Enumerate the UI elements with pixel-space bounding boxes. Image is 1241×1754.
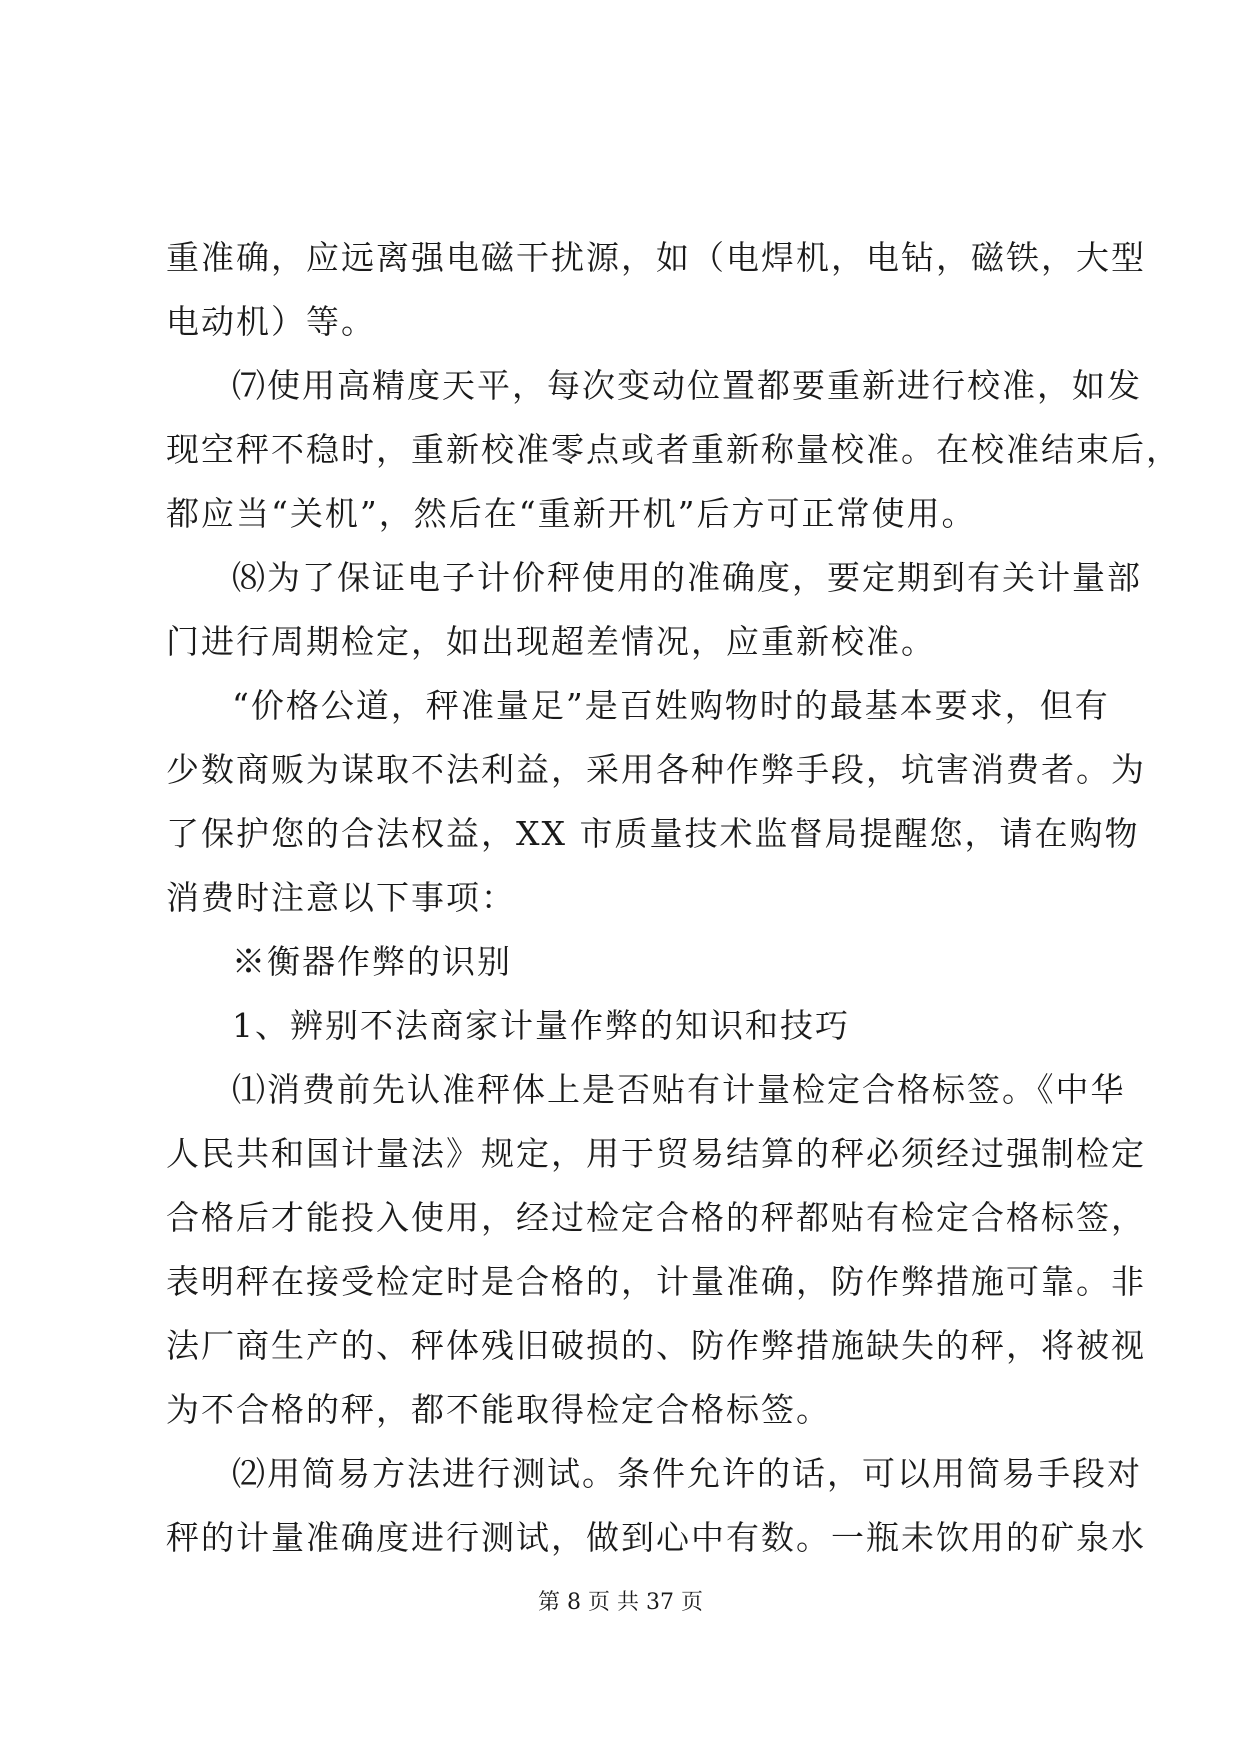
- text-line: 法厂商生产的、秤体残旧破损的、防作弊措施缺失的秤，将被视: [166, 1326, 1146, 1365]
- text-line: ※衡器作弊的识别: [232, 942, 512, 981]
- text-line: ⑴消费前先认准秤体上是否贴有计量检定合格标签。《中华: [232, 1070, 1126, 1109]
- text-line: 现空秤不稳时，重新校准零点或者重新称量校准。在校准结束后，: [166, 430, 1181, 469]
- text-line: ⑵用简易方法进行测试。条件允许的话，可以用简易手段对: [232, 1454, 1142, 1493]
- text-line: 表明秤在接受检定时是合格的，计量准确，防作弊措施可靠。非: [166, 1262, 1146, 1301]
- text-line: 了保护您的合法权益，XX 市质量技术监督局提醒您，请在购物: [166, 814, 1140, 853]
- text-line: 为不合格的秤，都不能取得检定合格标签。: [166, 1390, 831, 1429]
- text-line: ⑺使用高精度天平，每次变动位置都要重新进行校准，如发: [232, 366, 1142, 405]
- text-line: 门进行周期检定，如出现超差情况，应重新校准。: [166, 622, 936, 661]
- text-line: 1、辨别不法商家计量作弊的知识和技巧: [232, 1006, 850, 1045]
- text-line: 电动机）等。: [166, 302, 376, 341]
- text-line: “价格公道，秤准量足”是百姓购物时的最基本要求，但有: [232, 686, 1110, 725]
- document-body: [166, 226, 1181, 1570]
- text-line: ⑻为了保证电子计价秤使用的准确度，要定期到有关计量部: [232, 558, 1142, 597]
- text-line: 合格后才能投入使用，经过检定合格的秤都贴有检定合格标签，: [166, 1198, 1146, 1237]
- text-line: 重准确，应远离强电磁干扰源，如（电焊机，电钻，磁铁，大型: [166, 238, 1146, 277]
- text-line: 人民共和国计量法》规定，用于贸易结算的秤必须经过强制检定: [166, 1134, 1146, 1173]
- text-line: 少数商贩为谋取不法利益，采用各种作弊手段，坑害消费者。为: [166, 750, 1146, 789]
- page-footer: 第 8 页 共 37 页: [538, 1590, 703, 1615]
- text-line: 都应当“关机”，然后在“重新开机”后方可正常使用。: [166, 494, 977, 533]
- text-line: 秤的计量准确度进行测试，做到心中有数。一瓶未饮用的矿泉水: [166, 1518, 1146, 1557]
- text-line: 消费时注意以下事项：: [166, 878, 516, 917]
